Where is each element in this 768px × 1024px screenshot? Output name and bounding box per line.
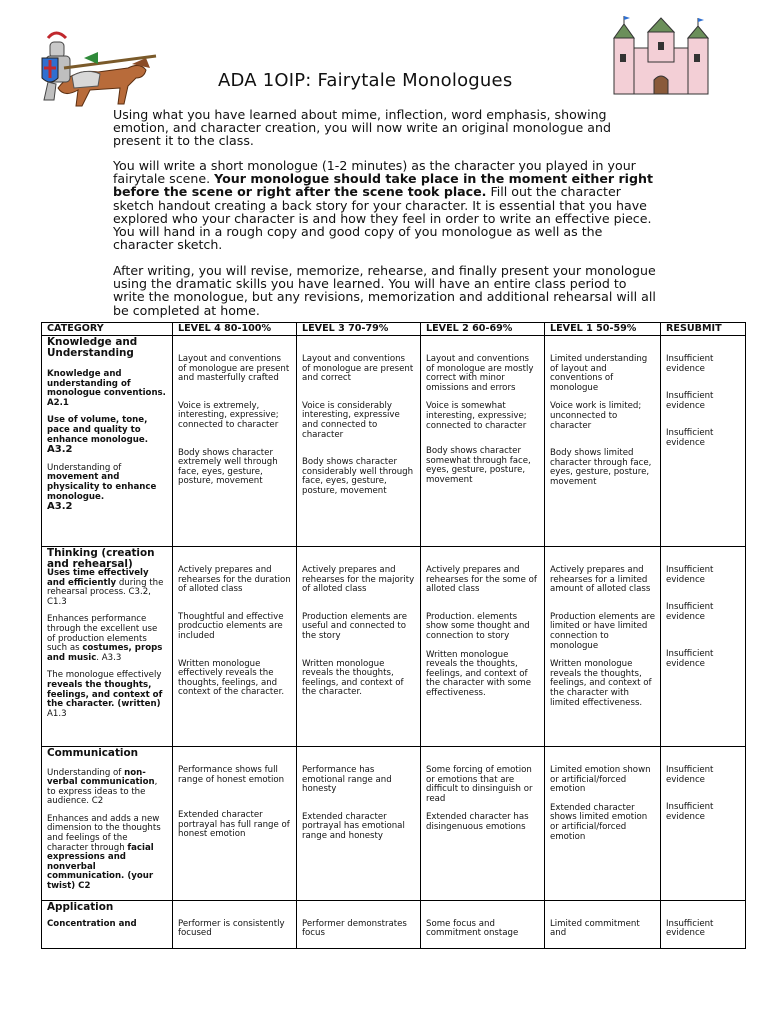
resubmit-text: Insufficient evidence — [666, 802, 714, 822]
descriptor-text: Extended character portrayal has full range of honest emotion — [178, 810, 290, 840]
criterion-text: Concentration and — [47, 919, 137, 930]
descriptor-text: Extended character has disingenuous emotions — [426, 812, 529, 832]
descriptor-text: Written monologue effectively reveals the thoughts, feelings, and context of the character. — [178, 658, 285, 698]
descriptor-text: Extended character portrayal has emotional range and honesty — [302, 811, 405, 841]
criterion-text: movement and physicality to enhance monologue. — [47, 472, 157, 502]
resubmit-text: Insufficient evidence — [666, 765, 714, 785]
level-2-cell — [421, 900, 545, 948]
table-row-thinking — [42, 547, 746, 747]
descriptor-text: Actively prepares and rehearses for the duration of alloted class — [178, 565, 291, 595]
descriptor-text: Performer is consistently focused — [178, 918, 285, 939]
descriptor-text: Written monologue reveals the thoughts, feelings, and context of the character with limited effectiveness. — [550, 659, 652, 708]
criterion-text: Uses time effectively and efficiently — [47, 568, 149, 588]
descriptor-text: Extended character shows limited emotion or artificial/forced emotion — [550, 802, 648, 842]
level-1-cell — [545, 900, 661, 948]
category-cell — [42, 547, 173, 747]
descriptor-text: Production. elements show some thought and connection to story — [426, 611, 530, 641]
criterion-text: , to express ideas to the audience. C2 — [47, 777, 158, 807]
header-row — [42, 323, 746, 336]
criterion-code: C2 — [75, 881, 91, 892]
descriptor-text: Some forcing of emotion or emotions that are difficult to dinsinguish or read — [426, 765, 533, 804]
category-cell — [42, 336, 173, 547]
level-1-cell — [545, 547, 661, 747]
castle-image — [610, 14, 710, 96]
header-level-3: LEVEL 3 70-79% — [297, 323, 421, 336]
descriptor-text: Limited understanding of layout and conventions of monologue — [550, 354, 648, 393]
criterion-text: The monologue effectively — [47, 670, 162, 681]
resubmit-text: Insufficient evidence — [666, 428, 714, 448]
resubmit-text: Insufficient evidence — [666, 649, 714, 669]
criterion-code: A3.2 — [47, 444, 73, 456]
descriptor-text: Layout and conventions of monologue are mostly correct with minor omissions and errors — [426, 354, 534, 393]
resubmit-cell — [661, 900, 746, 948]
level-3-cell — [297, 747, 421, 901]
resubmit-cell — [661, 336, 746, 547]
level-4-cell — [173, 547, 297, 747]
knight-on-horse-image — [28, 28, 158, 110]
level-4-cell — [173, 336, 297, 547]
criterion-text: Use of volume, tone, pace and quality to enhance monologue. — [47, 415, 148, 445]
criterion-text: Knowledge and understanding of monologue conventions. A2.1 — [47, 369, 166, 408]
resubmit-text: Insufficient evidence — [666, 391, 714, 411]
header-level-4: LEVEL 4 80-100% — [173, 323, 297, 336]
descriptor-text: Actively prepares and rehearses for the some of alloted class — [426, 565, 537, 595]
criterion-code: . A3.3 — [96, 652, 122, 663]
section-title: Knowledge and Understanding — [47, 336, 138, 359]
descriptor-text: Performance shows full range of honest emotion — [178, 765, 285, 785]
section-title: Communication — [47, 747, 139, 759]
section-title: Application — [47, 900, 114, 913]
descriptor-text: Written monologue reveals the thoughts, feelings, and context of the character with some effectiveness. — [426, 649, 532, 698]
descriptor-text: Body shows character considerably well through face, eyes, gesture, posture, movement — [302, 457, 414, 496]
criterion-text: facial expressions and nonverbal communication. (your twist) — [47, 842, 154, 892]
level-2-cell — [421, 547, 545, 747]
descriptor-text: Voice is considerably interesting, expressive and connected to character — [302, 400, 400, 440]
criterion-text: Enhances performance through the excellent use of production elements such as — [47, 614, 158, 654]
criterion-text: costumes, props and music — [47, 643, 163, 663]
descriptor-text: Written monologue reveals the thoughts, feelings, and context of the character. — [302, 658, 404, 698]
descriptor-text: Body shows character extremely well through face, eyes, gesture, posture, movement — [178, 447, 278, 487]
table-row-application — [42, 900, 746, 948]
table-row-knowledge — [42, 336, 746, 547]
intro-paragraph-2 — [113, 159, 658, 251]
descriptor-text: Production elements are limited or have limited connection to monologue — [550, 611, 655, 651]
level-3-cell — [297, 336, 421, 547]
intro-paragraph-1: Using what you have learned about mime, inflection, word emphasis, showing emotion, and character creation, you will now write an original monologue and present it to the class. — [113, 107, 611, 149]
criterion-text: during the rehearsal process. C3.2, C1.3 — [47, 577, 164, 607]
descriptor-text: Some focus and commitment onstage — [426, 918, 519, 939]
level-2-cell — [421, 747, 545, 901]
intro-text: Fill out the character sketch handout creating a back story for your character. It is essential that you have explored who your character is and how they feel in order to write an effective piece. You will hand in a rough copy and good copy of you monologue as well as the character sketch. — [113, 184, 652, 253]
header-level-2: LEVEL 2 60-69% — [421, 323, 545, 336]
header-level-1: LEVEL 1 50-59% — [545, 323, 661, 336]
table-row-communication — [42, 747, 746, 901]
descriptor-text: Layout and conventions of monologue are present and correct — [302, 354, 414, 384]
resubmit-cell — [661, 747, 746, 901]
intro-emphasis: Your monologue should take place in the moment either right before the scene or right after the scene took place. — [113, 171, 653, 200]
criterion-code: A1.3 — [47, 708, 67, 719]
descriptor-text: Actively prepares and rehearses for a limited amount of alloted class — [550, 565, 651, 595]
descriptor-text: Voice work is limited; unconnected to character — [550, 401, 642, 431]
descriptor-text: Actively prepares and rehearses for the majority of alloted class — [302, 565, 415, 595]
criterion-text: Understanding of — [47, 767, 125, 778]
descriptor-text: Voice is somewhat interesting, expressive; connected to character — [426, 401, 527, 431]
intro-text: You will write a short monologue (1-2 minutes) as the character you played in your fairytale scene. — [113, 158, 636, 187]
descriptor-text: Voice is extremely, interesting, expressive; connected to character — [178, 400, 279, 430]
descriptor-text: Body shows limited character through face, eyes, gesture, posture, movement — [550, 448, 652, 487]
descriptor-text: Limited commitment and — [550, 918, 640, 939]
criterion-text: non-verbal communication — [47, 767, 155, 788]
header-resubmit: RESUBMIT — [661, 323, 746, 336]
level-3-cell — [297, 547, 421, 747]
intro-paragraph-3: After writing, you will revise, memorize, rehearse, and finally present your monologue using the dramatic skills you have learned. You will have an entire class period to write the monologue, but any revisions, memorization and additional rehearsal will all be completed at home. — [113, 263, 656, 318]
descriptor-text: Production elements are useful and connected to the story — [302, 611, 407, 641]
level-3-cell — [297, 900, 421, 948]
rubric-table — [41, 322, 746, 949]
resubmit-cell — [661, 547, 746, 747]
level-2-cell — [421, 336, 545, 547]
descriptor-text: Body shows character somewhat through face, eyes, gesture, posture, movement — [426, 446, 531, 485]
category-cell — [42, 747, 173, 901]
section-title: Thinking (creation and rehearsal) — [47, 547, 155, 570]
resubmit-text: Insufficient evidence — [666, 602, 714, 622]
level-1-cell — [545, 336, 661, 547]
resubmit-text: Insufficient evidence — [666, 918, 714, 939]
criterion-code: A3.2 — [47, 501, 73, 513]
header-category: CATEGORY — [42, 323, 173, 336]
criterion-text: Understanding of — [47, 462, 122, 473]
descriptor-text: Performance has emotional range and honesty — [302, 765, 392, 795]
level-4-cell — [173, 747, 297, 901]
descriptor-text: Thoughtful and effective prodcuctio elements are included — [178, 611, 284, 641]
page-title: ADA 1OIP: Fairytale Monologues — [218, 70, 513, 91]
level-1-cell — [545, 747, 661, 901]
descriptor-text: Performer demonstrates focus — [302, 918, 407, 939]
criterion-text: reveals the thoughts, feelings, and context of the character. (written) — [47, 679, 163, 710]
descriptor-text: Limited emotion shown or artificial/forced emotion — [550, 765, 651, 795]
resubmit-text: Insufficient evidence — [666, 565, 714, 585]
descriptor-text: Layout and conventions of monologue are present and masterfully crafted — [178, 354, 290, 384]
resubmit-text: Insufficient evidence — [666, 354, 714, 374]
level-4-cell — [173, 900, 297, 948]
category-cell — [42, 900, 173, 948]
criterion-text: Enhances and adds a new dimension to the thoughts and feelings of the character through — [47, 813, 161, 853]
